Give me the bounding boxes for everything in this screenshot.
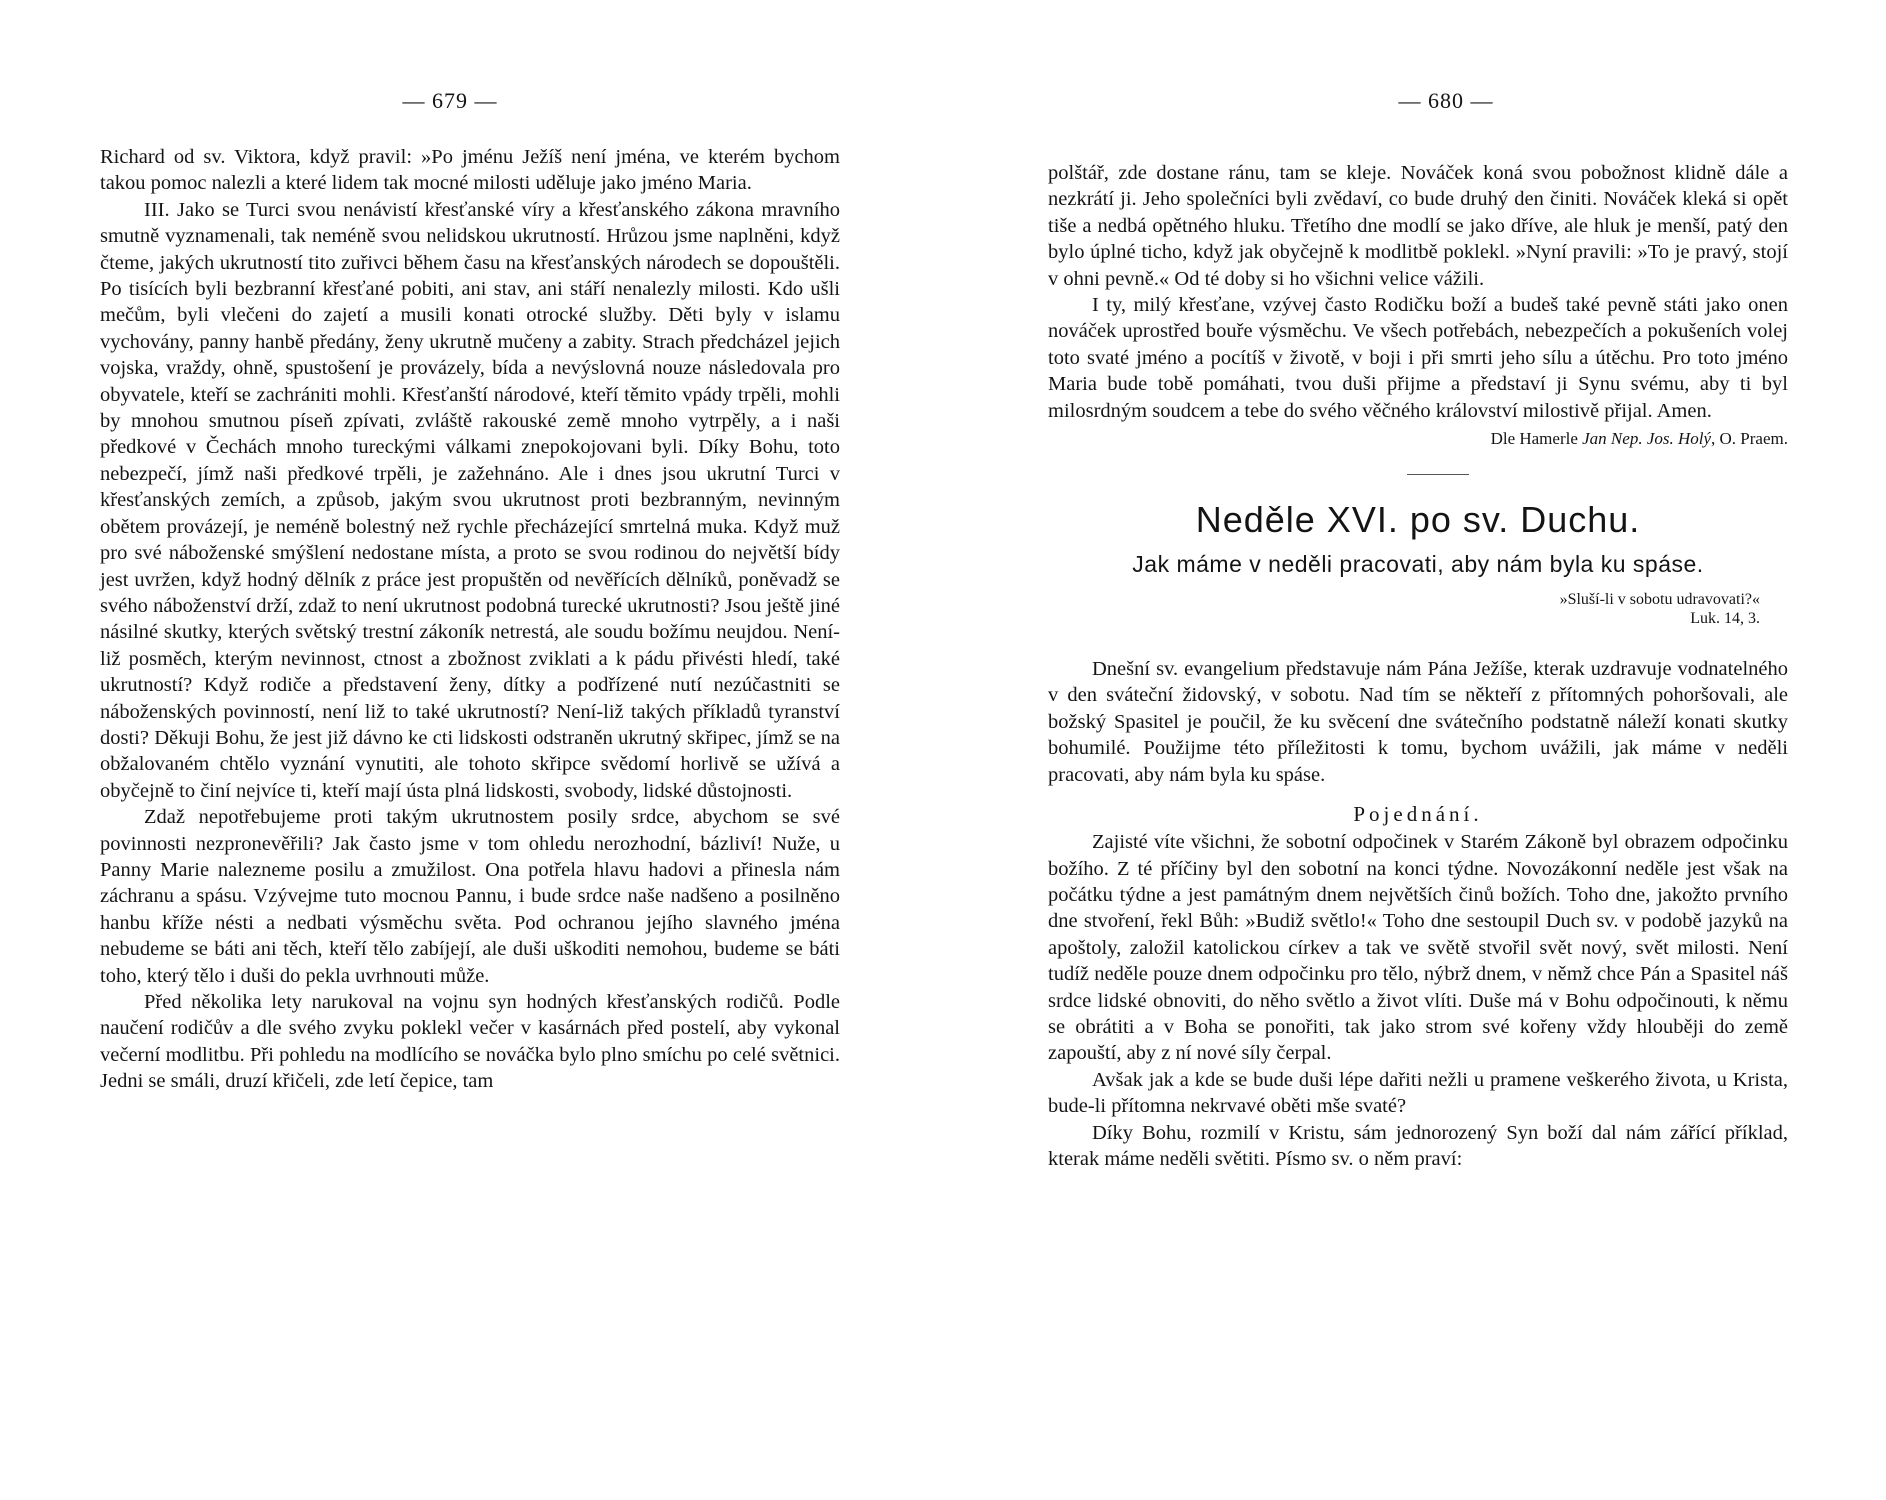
paragraph: III. Jako se Turci svou nenávistí křesťanské víry a křesťanského zákona mravního smutně vyznamenali, tak neméně svou nelidskou ukrutností. Hrůzou jsme naplněni, když čteme, jakých ukrutností tito zuřivci během času na křesťanských národech se dopouštěli. Po tisících byli bezbranní křesťané pobiti, ani stav, ani stáří nenalezly milosti. Kdo ušli mečům, byli vlečeni do zajetí a musili konati otrocké služby. Děti byly v islamu vychovány, panny hanbě předány, ženy ukrutně mučeny a zabity. Strach předcházel jejich vojska, vraždy, ohně, spustošení je provázely, bída a nevýslovná nouze následovala pro obyvatele, kteří se zachrániti mohli. Křesťanští národové, kteří těmito vpády trpěli, mohli by mnohou smutnou píseň zpívati, zvláště rakouské země mnoho vytrpěly, a i naši předkové v Čechách mnoho tureckými válkami znepokojovani byli. Díky Bohu, toto nebezpečí, jímž naši předkové trpěli, je zažehnáno. Ale i dnes jsou ukrutní Turci v křesťanských zemích, a způsob, jakým svou ukrutnost proti bezbranným, nevinným obětem provázejí, je neméně bolestný než rychle přecházející smrtelná muka. Když muž pro své náboženské smýšlení nedostane místa, a proto se svou rodinou do největší bídy jest uvržen, když hodný dělník z práce jest propuštěn od nevěřících dělníků, poněvadž se svého náboženství drží, zdaž to není ukrutnost podobná turecké ukrutnosti? Jsou ještě jiné násilné skutky, kterých světský trestní zákoník netrestá, ale soudu božímu neujdou. Není-liž posměch, kterým nevinnost, ctnost a zbožnost zviklati a k pádu přivésti hledí, také ukrutností? Když rodiče a představení ženy, dítky a podřízené nutí nezúčastniti se náboženských povinností, není liž to také ukrutností? Není-liž takých příkladů tyranství dosti? Děkuji Bohu, že jest již dávno ke cti lidskosti odstraněn ukrutný skřipec, jímž se na obžalovaném chtělo vyznání vynutiti, ale tohoto skřipce svědomí horlivě se užívá a obyčejně to činí nejvíce ti, kteří mají ústa plná lidskosti, svobody, lidské důstojnosti. [100, 198, 840, 802]
right-page [1048, 0, 1788, 1500]
page-number-right: — 680 — [1398, 88, 1494, 113]
attribution [1048, 426, 1788, 452]
page-number-left: — 679 — [402, 88, 498, 113]
paragraph: Před několika lety narukoval na vojnu syn hodných křesťanských rodičů. Podle naučení rodičův a dle svého zvyku poklekl večer v kasárnách před postelí, aby vykonal večerní modlitbu. Při pohledu na modlícího se nováčka bylo plno smíchu po celé světnici. Jedni se smáli, druzí křičeli, zde letí čepice, tam [100, 991, 840, 1093]
paragraph: polštář, zde dostane ránu, tam se kleje. Nováček koná svou pobožnost klidně dále a nezkrátí ji. Jeho společníci byli zvědaví, co bude druhý den činiti. Nováček kleká si opět tiše a nedbá opětného hluku. Třetího dne modlí se jako dříve, ale hluk je menší, patý den bylo úplné ticho, když jak obyčejně k modlitbě poklekl. »Nyní pravili: »To je pravý, stojí v ohni pevně.« Od té doby si ho všichni velice vážili. [1048, 162, 1788, 290]
epigraph-reference: Luk. 14, 3. [1690, 610, 1760, 628]
separator-rule [1407, 474, 1469, 475]
left-page-body [100, 144, 840, 1095]
attribution-prefix: Dle Hamerle [1490, 429, 1578, 449]
intro-paragraph: Dnešní sv. evangelium představuje nám Pána Ježíše, kterak uzdravuje vodnatelného v den sváteční židovský, v sobotu. Nad tím se někteří z přítomných pohoršovali, ale božský Spasitel je poučil, že ku svěcení dne svátečního podstatně náleží konati skutky bohumilé. Použijme této příležitosti k tomu, bychom uvážili, jak máme v neděli pracovati, aby nám byla ku spáse. [1048, 658, 1788, 786]
right-page-body [1048, 160, 1788, 1172]
section-heading: Pojednání. [1353, 802, 1483, 827]
paragraph: I ty, milý křesťane, vzývej často Rodičku boží a budeš také pevně státi jako onen nováček uprostřed bouře výsměchu. Ve všech potřebách, nebezpečích a pokušeních volej toto svaté jméno a pocítíš v životě, v boji i při smrti jeho sílu a útěchu. Pro toto jméno Maria bude tobě pomáhati, tvou duši přijme a představí ji Synu svému, aby ti byl milosrdným soudcem a tebe do svého věčného království milostivě přijal. Amen. [1048, 294, 1788, 422]
epigraph: »Sluší-li v sobotu udravovati?« [1559, 591, 1760, 609]
paragraph: Avšak jak a kde se bude duši lépe dařiti nežli u pramene veškerého života, u Krista, bude-li přítomna nekrvavé oběti mše svaté? [1048, 1068, 1788, 1118]
attribution-author: Jan Nep. Jos. Holý [1582, 429, 1712, 449]
sermon-subtitle: Jak máme v neděli pracovati, aby nám byla ku spáse. [1132, 551, 1704, 578]
paragraph: Zdaž nepotřebujeme proti takým ukrutnostem posily srdce, abychom se své povinnosti nezpronevěřili? Jak často jsme v tom ohledu nerozhodní, bázliví! Nuže, u Panny Marie nalezneme posilu a zmužilost. Ona potřela hlavu hadovi a přinesla nám záchranu a spásu. Vzývejme tuto mocnou Pannu, i bude srdce naše nadšeno a posilněno hanbu kříže nésti a nedbati výsměchu světa. Pod ochranou jejího slavného jména nebudeme se báti ani těch, kteří tělo zabíjejí, ale duši uškoditi nemohou, budeme se báti toho, který tělo i duši do pekla uvrhnouti může. [100, 806, 840, 987]
attribution-suffix: , O. Praem. [1711, 429, 1788, 449]
paragraph: Zajisté víte všichni, že sobotní odpočinek v Starém Zákoně byl obrazem odpočinku božího. Z té příčiny byl den sobotní na konci týdne. Novozákonní neděle jest však na počátku týdne a jest památným dnem největších činů božích. Toho dne, jakožto prvního dne stvoření, řekl Bůh: »Budiž světlo!« Toho dne sestoupil Duch sv. v podobě jazyků na apoštoly, založil katolickou církev a tak ve světě stvořil svět nový, svět milosti. Není tudíž neděle pouze dnem odpočinku pro tělo, nýbrž dnem, v němž chce Pán a Spasitel náš srdce lidské obnoviti, do něho světlo a život vlíti. Duše má v Bohu odpočinouti, k němu se obrátiti a v Boha se ponořiti, tak jako strom své kořeny vždy hlouběji do země zapouští, aby z ní nové síly čerpal. [1048, 831, 1788, 1065]
sermon-title: Neděle XVI. po sv. Duchu. [1195, 499, 1641, 541]
paragraph: Richard od sv. Viktora, když pravil: »Po jménu Ježíš není jména, ve kterém bychom takou pomoc nalezli a které lidem tak mocné milosti uděluje jako jméno Maria. [100, 146, 840, 195]
paragraph: Díky Bohu, rozmilí v Kristu, sám jednorozený Syn boží dal nám zářící příklad, kterak máme neděli světiti. Písmo sv. o něm praví: [1048, 1121, 1788, 1170]
left-page [100, 0, 840, 1500]
